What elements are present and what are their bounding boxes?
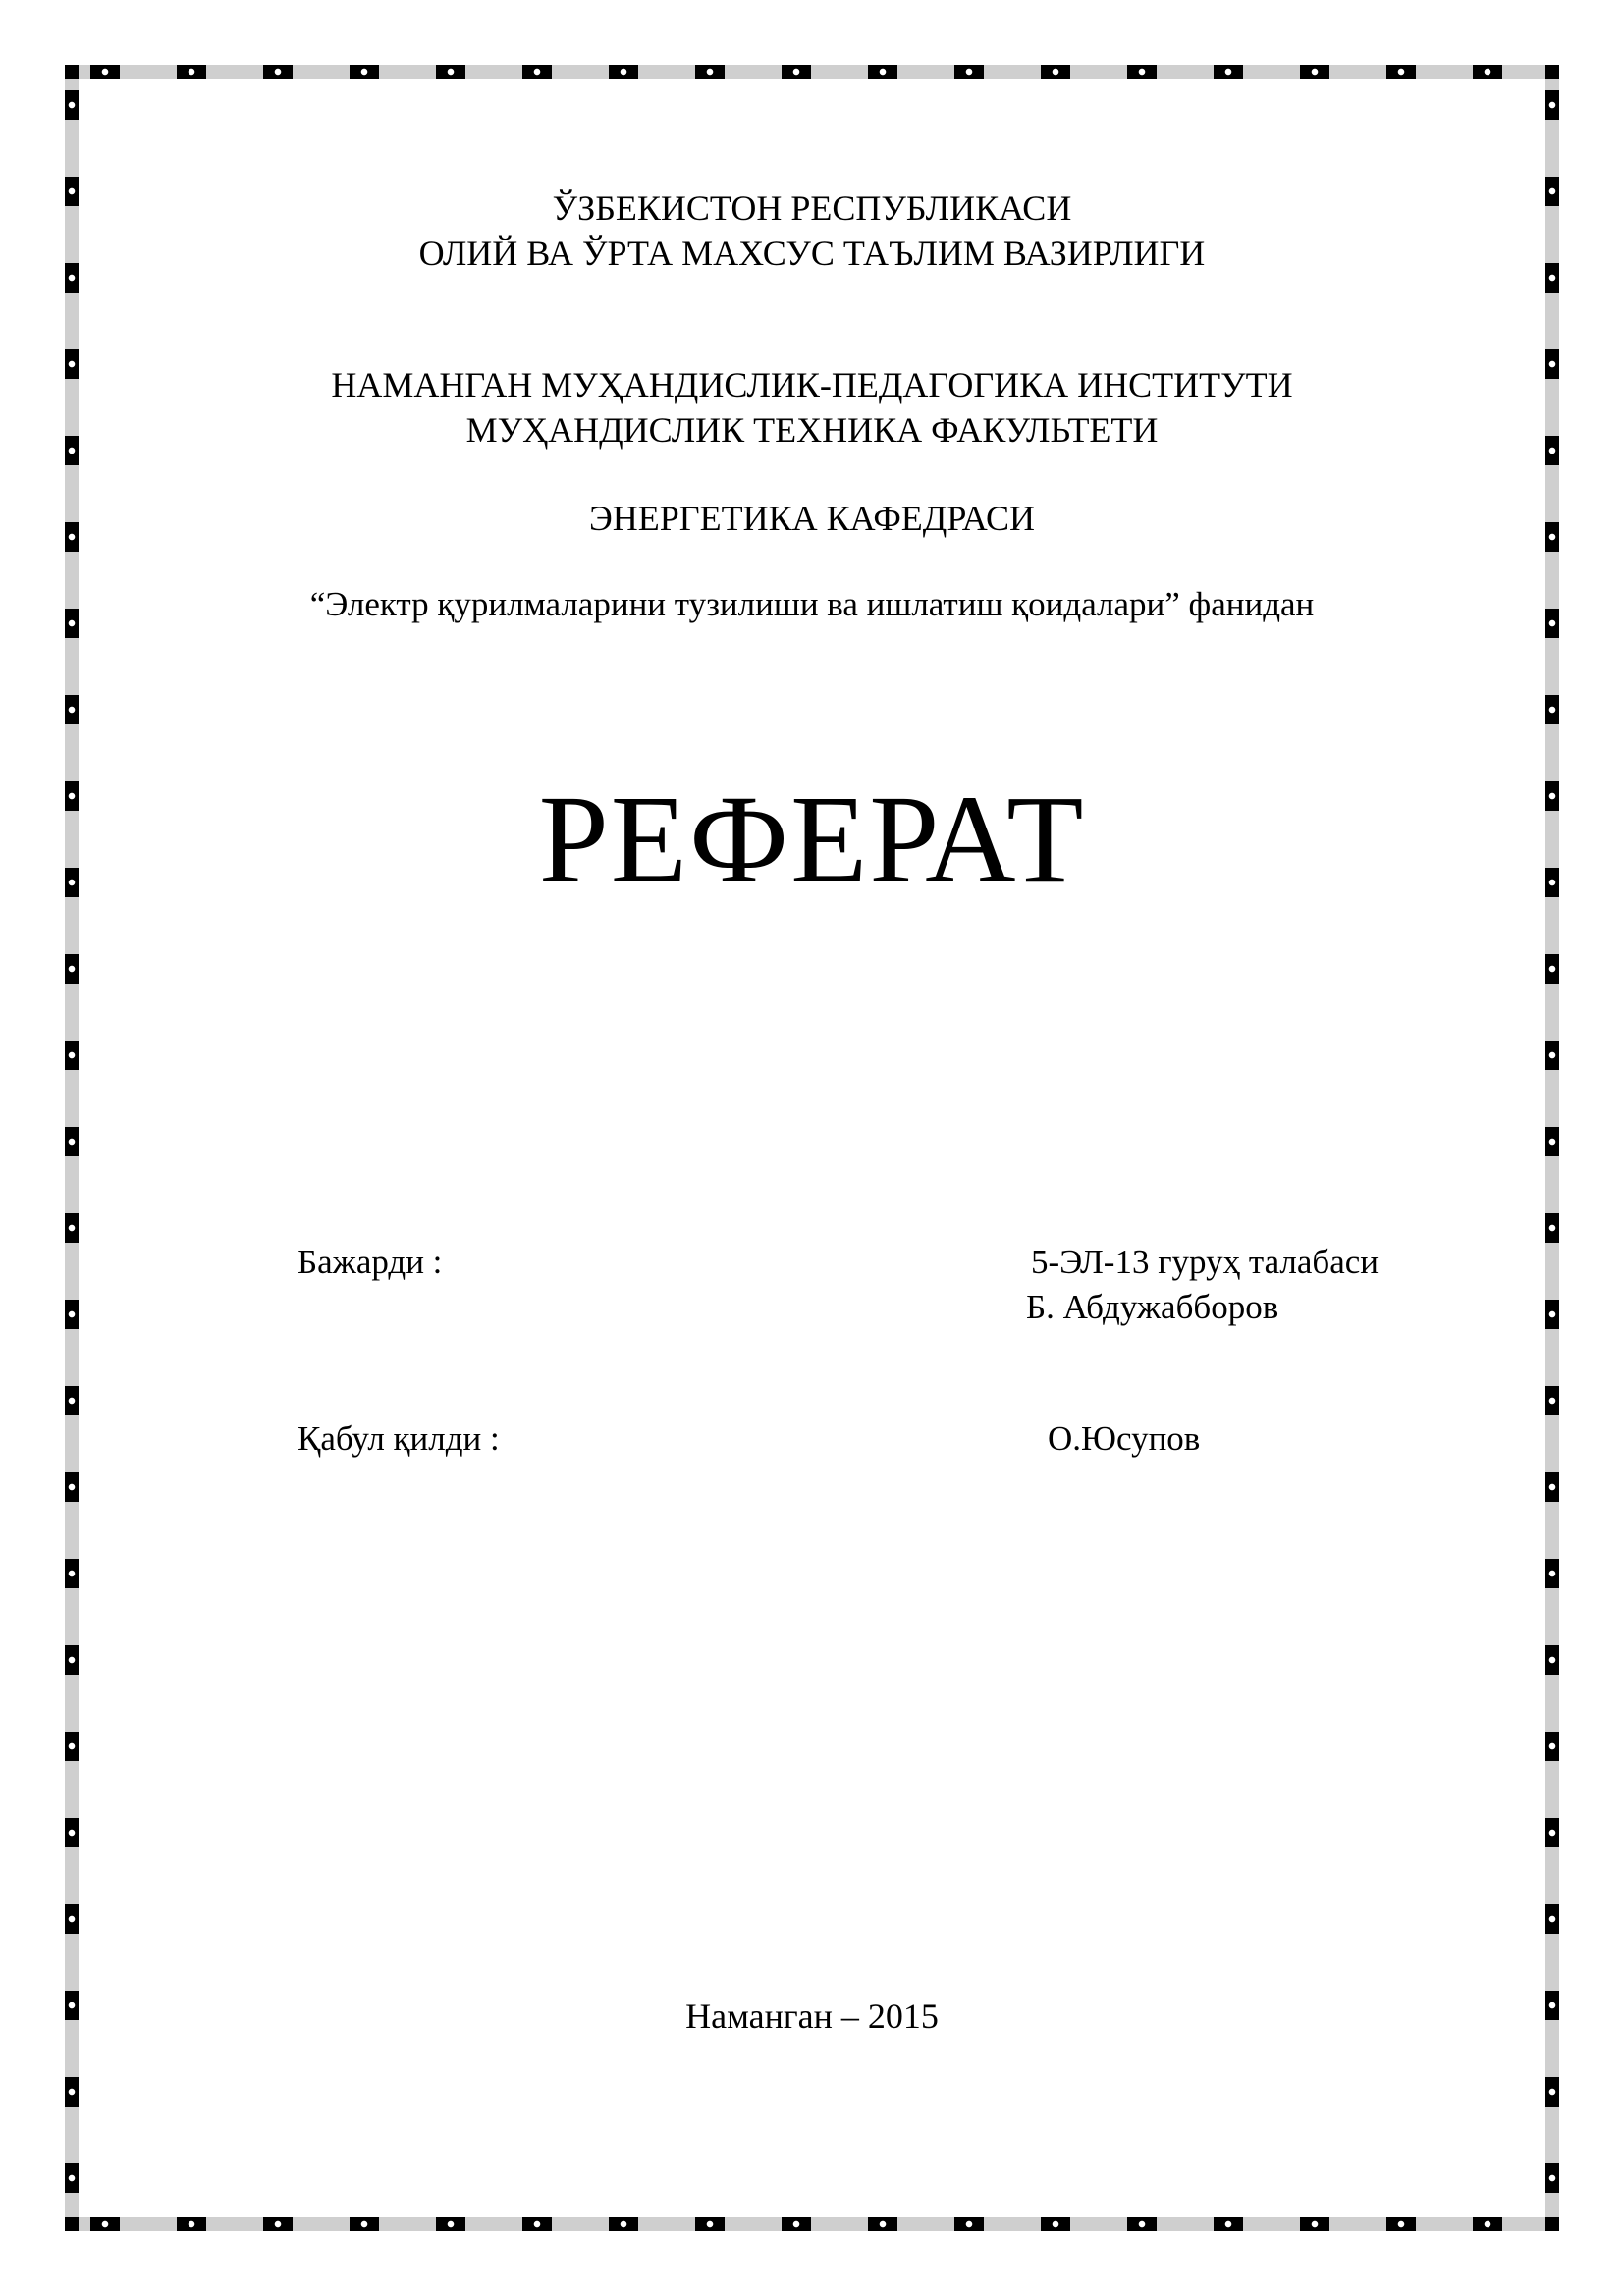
ministry-heading: ОЛИЙ ВА ЎРТА МАХСУС ТАЪЛИМ ВАЗИРЛИГИ (418, 234, 1206, 273)
country-heading: ЎЗБЕКИСТОН РЕСПУБЛИКАСИ (552, 188, 1072, 228)
teacher-name: О.Юсупов (1048, 1419, 1201, 1458)
faculty-heading: МУҲАНДИСЛИК ТЕХНИКА ФАКУЛЬТЕТИ (465, 410, 1159, 450)
border-corner-top-left (65, 65, 79, 79)
border-corner-bottom-left (65, 2217, 79, 2231)
border-corner-bottom-right (1545, 2217, 1559, 2231)
institute-heading: НАМАНГАН МУҲАНДИСЛИК-ПЕДАГОГИКА ИНСТИТУТИ (331, 365, 1293, 404)
student-group: 5-ЭЛ-13 гуруҳ талабаси (1031, 1243, 1380, 1281)
city-year: Наманган – 2015 (685, 1997, 939, 2036)
document-title: РЕФЕРАТ (538, 770, 1086, 909)
department-heading: ЭНЕРГЕТИКА КАФЕДРАСИ (589, 499, 1035, 538)
subject-line: “Электр қурилмаларини тузилиши ва ишлатиш қоидалари” фанидан (309, 585, 1315, 623)
performed-by-label: Бажарди : (298, 1243, 443, 1281)
accepted-by-label: Қабул қилди : (298, 1419, 500, 1458)
border-bottom-dots (65, 2217, 1559, 2231)
student-name: Б. Абдужабборов (1026, 1288, 1279, 1326)
border-top-dots (65, 65, 1559, 79)
border-corner-top-right (1545, 65, 1559, 79)
